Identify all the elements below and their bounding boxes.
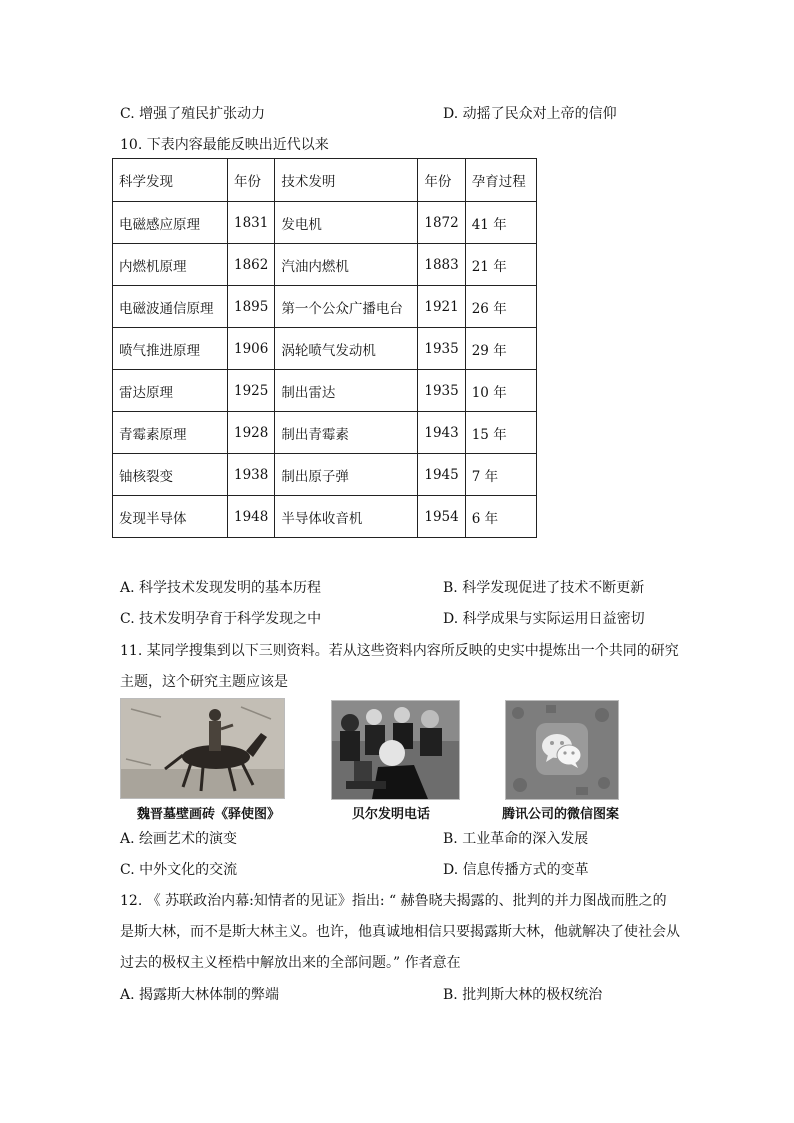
table-cell: 电磁波通信原理	[113, 286, 228, 328]
q10-option-d: D. 科学成果与实际运用日益密切	[443, 611, 645, 627]
table-cell: 1935	[418, 328, 465, 370]
table-cell: 1883	[418, 244, 465, 286]
table-cell: 制出青霉素	[275, 412, 418, 454]
table-cell: 1862	[228, 244, 275, 286]
table-cell: 29 年	[465, 328, 536, 370]
table-header-cell: 技术发明	[275, 159, 418, 202]
q10-option-c: C. 技术发明孕育于科学发现之中	[120, 611, 322, 627]
table-row	[113, 496, 537, 538]
table-row	[113, 244, 537, 286]
table-cell: 41 年	[465, 202, 536, 244]
table-cell: 1831	[228, 202, 275, 244]
table-cell: 1906	[228, 328, 275, 370]
q12-option-a: A. 揭露斯大林体制的弊端	[120, 987, 280, 1003]
caption-wechat-logo: 腾讯公司的微信图案	[502, 807, 620, 822]
table-cell: 制出原子弹	[275, 454, 418, 496]
table-header-cell: 年份	[228, 159, 275, 202]
q11-option-a: A. 绘画艺术的演变	[120, 831, 238, 847]
q10-stem: 10. 下表内容最能反映出近代以来	[120, 137, 329, 153]
table-cell: 1938	[228, 454, 275, 496]
table-cell: 26 年	[465, 286, 536, 328]
table-cell: 制出雷达	[275, 370, 418, 412]
table-cell: 1943	[418, 412, 465, 454]
table-cell: 21 年	[465, 244, 536, 286]
table-cell: 喷气推进原理	[113, 328, 228, 370]
q12-stem-line-2: 是斯大林，而不是斯大林主义。也许，他真诚地相信只要揭露斯大林，他就解决了使社会从	[120, 924, 680, 940]
table-cell: 发电机	[275, 202, 418, 244]
table-cell: 电磁感应原理	[113, 202, 228, 244]
q11-stem-line-1: 11. 某同学搜集到以下三则资料。若从这些资料内容所反映的史实中提炼出一个共同的研究	[120, 643, 679, 659]
table-cell: 1954	[418, 496, 465, 538]
table-cell: 1895	[228, 286, 275, 328]
table-cell: 铀核裂变	[113, 454, 228, 496]
caption-courier-mural: 魏晋墓壁画砖《驿使图》	[137, 807, 281, 822]
table-cell: 1948	[228, 496, 275, 538]
q9-option-c: C. 增强了殖民扩张动力	[120, 106, 266, 122]
table-row	[113, 328, 537, 370]
table-cell: 汽油内燃机	[275, 244, 418, 286]
q10-option-a: A. 科学技术发现发明的基本历程	[120, 580, 322, 596]
wechat-icon	[506, 701, 618, 799]
q11-stem-line-2: 主题，这个研究主题应该是	[120, 674, 288, 690]
table-cell: 第一个公众广播电台	[275, 286, 418, 328]
table-cell: 15 年	[465, 412, 536, 454]
q12-stem-line-3: 过去的极权主义桎梏中解放出来的全部问题。” 作者意在	[120, 955, 461, 971]
table-header-cell: 科学发现	[113, 159, 228, 202]
q11-option-c: C. 中外文化的交流	[120, 862, 238, 878]
table-row	[113, 202, 537, 244]
table-cell: 内燃机原理	[113, 244, 228, 286]
table-cell: 6 年	[465, 496, 536, 538]
table-cell: 发现半导体	[113, 496, 228, 538]
q11-option-d: D. 信息传播方式的变革	[443, 862, 589, 878]
table-header-row	[113, 159, 537, 202]
table-cell: 半导体收音机	[275, 496, 418, 538]
q12-stem-line-1: 12. 《 苏联政治内幕:知情者的见证》指出: “ 赫鲁晓夫揭露的、批判的并力图战而胜之的	[120, 893, 667, 909]
table-header-cell: 孕育过程	[465, 159, 536, 202]
table-row	[113, 370, 537, 412]
table-cell: 1872	[418, 202, 465, 244]
caption-bell-telephone: 贝尔发明电话	[352, 807, 431, 822]
mural-brick-image	[120, 698, 285, 799]
table-cell: 1921	[418, 286, 465, 328]
table-row	[113, 412, 537, 454]
bell-telephone-photo	[331, 700, 460, 800]
table-cell: 1945	[418, 454, 465, 496]
table-cell: 1935	[418, 370, 465, 412]
courier-on-horse-picture	[121, 699, 284, 798]
table-cell: 青霉素原理	[113, 412, 228, 454]
table-header-cell: 年份	[418, 159, 465, 202]
table-cell: 7 年	[465, 454, 536, 496]
table-cell: 涡轮喷气发动机	[275, 328, 418, 370]
bell-telephone-picture	[332, 701, 459, 799]
q11-option-b: B. 工业革命的深入发展	[443, 831, 589, 847]
table-row	[113, 286, 537, 328]
q12-option-b: B. 批判斯大林的极权统治	[443, 987, 603, 1003]
q10-option-b: B. 科学发现促进了技术不断更新	[443, 580, 645, 596]
table-cell: 10 年	[465, 370, 536, 412]
table-row	[113, 454, 537, 496]
science-tech-table	[112, 158, 537, 538]
table-cell: 1925	[228, 370, 275, 412]
table-cell: 1928	[228, 412, 275, 454]
table-cell: 雷达原理	[113, 370, 228, 412]
wechat-logo-image	[505, 700, 619, 800]
q9-option-d: D. 动摇了民众对上帝的信仰	[443, 106, 617, 122]
